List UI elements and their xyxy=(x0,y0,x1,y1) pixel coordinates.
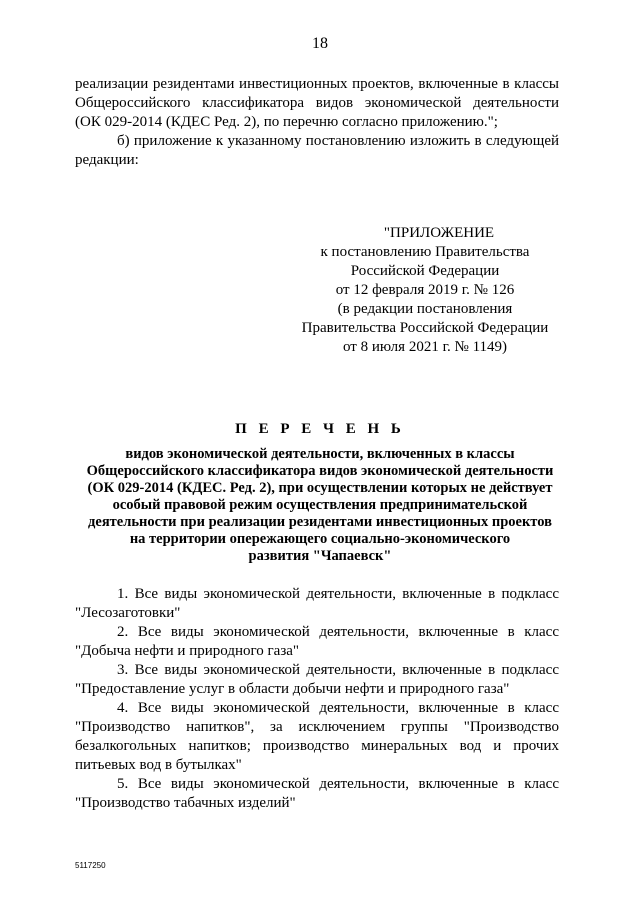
subtitle-line: на территории опережающего социально-экономического xyxy=(129,531,511,547)
document-code: 5117250 xyxy=(75,861,106,870)
intro-paragraph xyxy=(75,75,559,132)
page-number: 18 xyxy=(312,35,328,52)
list-item xyxy=(75,585,559,623)
paragraph-b-line: редакции: xyxy=(75,152,139,168)
appendix-line: Правительства Российской Федерации xyxy=(301,320,549,336)
item-line: "Производство напитков", за исключением группы "Производство xyxy=(75,719,559,735)
appendix-line: (в редакции постановления xyxy=(337,301,513,317)
intro-line: реализации резидентами инвестиционных проектов, включенные в классы xyxy=(75,76,559,92)
items-list xyxy=(75,585,559,813)
list-item xyxy=(75,775,559,813)
item-line: питьевых вод в бутылках" xyxy=(75,757,242,773)
item-first-line: 2. Все виды экономической деятельности, включенные в класс xyxy=(117,624,559,640)
item-line: "Предоставление услуг в области добычи нефти и природного газа" xyxy=(75,681,510,697)
appendix-heading: "ПРИЛОЖЕНИЕ xyxy=(383,225,495,241)
item-line: "Производство табачных изделий" xyxy=(75,795,296,811)
subtitle-line: деятельности при реализации резидентами инвестиционных проектов xyxy=(88,514,552,530)
appendix-block xyxy=(290,224,560,357)
list-title: П Е Р Е Ч Е Н Ь xyxy=(235,421,405,437)
subtitle-line: особый правовой режим осуществления предпринимательской xyxy=(112,497,528,513)
subtitle-line: Общероссийского классификатора видов экономической деятельности xyxy=(86,463,554,479)
item-first-line: 4. Все виды экономической деятельности, включенные в класс xyxy=(117,700,559,716)
item-first-line: 1. Все виды экономической деятельности, включенные в подкласс xyxy=(117,586,559,602)
appendix-line: от 8 июля 2021 г. № 1149) xyxy=(342,339,508,355)
appendix-line: к постановлению Правительства xyxy=(320,244,530,260)
intro-line: Общероссийского классификатора видов экономической деятельности xyxy=(75,95,559,111)
list-item xyxy=(75,699,559,775)
subtitle-line: видов экономической деятельности, включенных в классы xyxy=(125,446,515,462)
item-line: "Добыча нефти и природного газа" xyxy=(75,643,300,659)
appendix-line: Российской Федерации xyxy=(350,263,500,279)
item-line: безалкогольных напитков; производство минеральных вод и прочих xyxy=(75,738,559,754)
paragraph-b-line: б) приложение к указанному постановлению изложить в следующей xyxy=(117,133,559,149)
item-first-line: 3. Все виды экономической деятельности, включенные в подкласс xyxy=(117,662,559,678)
subtitle-line: (ОК 029-2014 (КДЕС. Ред. 2), при осуществлении которых не действует xyxy=(87,480,553,496)
subtitle-line: развития "Чапаевск" xyxy=(248,548,392,564)
list-item xyxy=(75,623,559,661)
appendix-line: от 12 февраля 2019 г. № 126 xyxy=(335,282,515,298)
list-item xyxy=(75,661,559,699)
item-first-line: 5. Все виды экономической деятельности, включенные в класс xyxy=(117,776,559,792)
list-subtitle xyxy=(70,446,570,565)
item-line: "Лесозаготовки" xyxy=(75,605,181,621)
intro-line: (ОК 029-2014 (КДЕС Ред. 2), по перечню согласно приложению."; xyxy=(75,114,498,130)
paragraph-b xyxy=(75,132,559,170)
